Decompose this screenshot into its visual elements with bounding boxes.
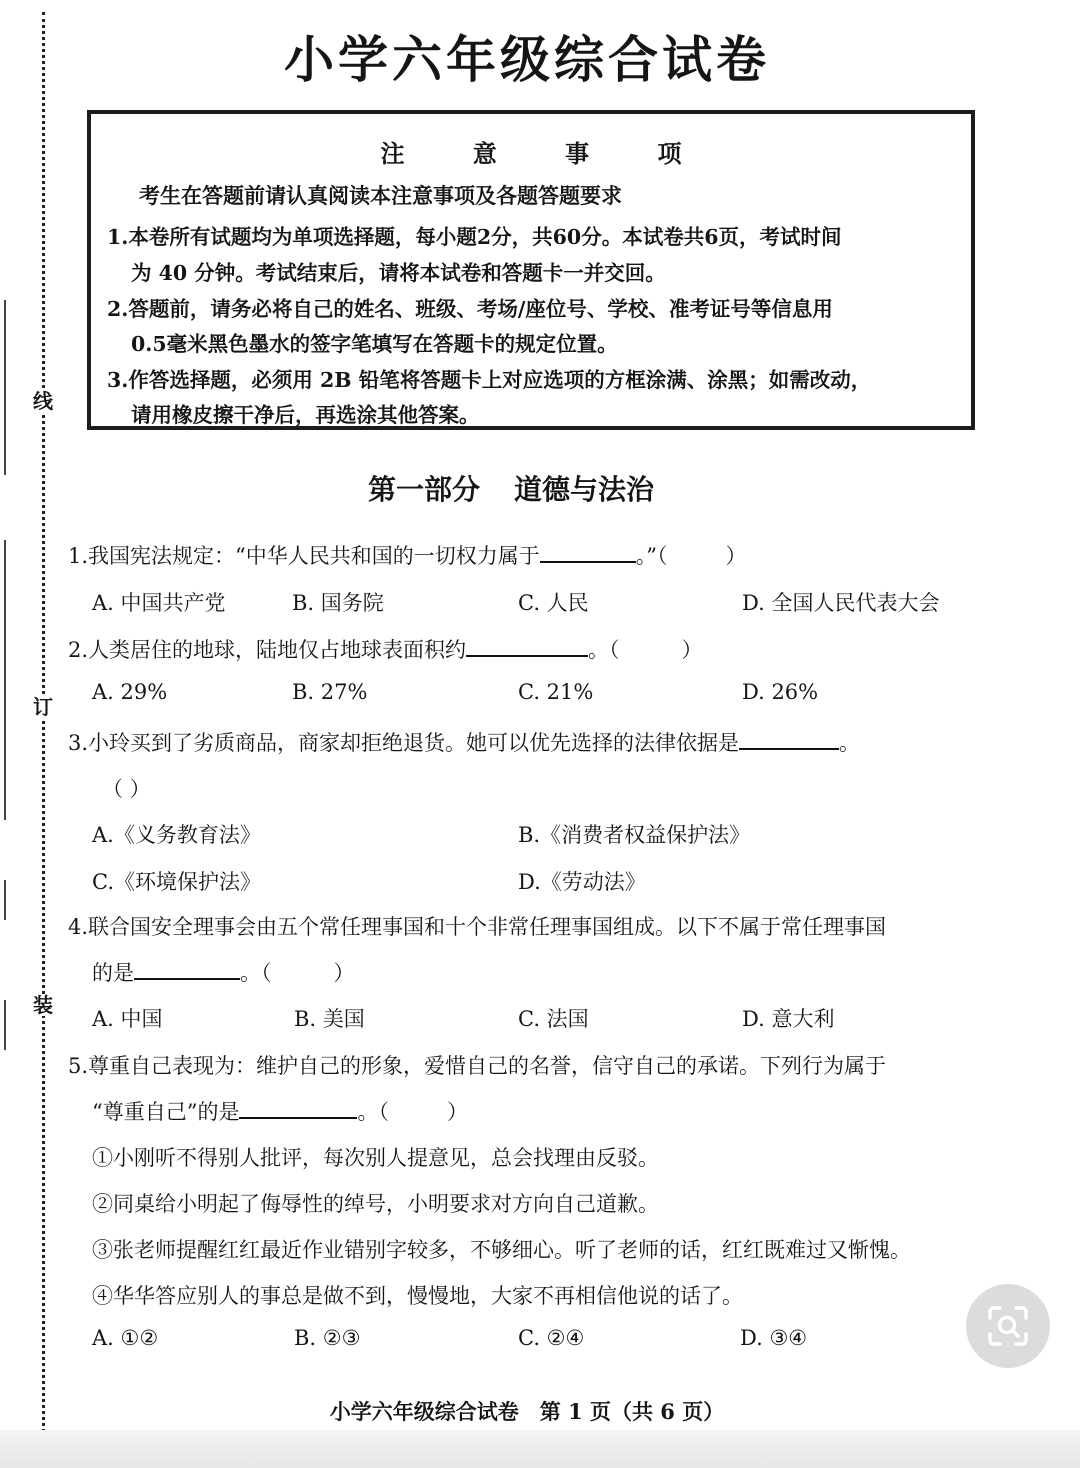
question-4-stem-end: 。（ bbox=[240, 961, 272, 985]
q5-statement-1: ①小刚听不得别人批评，每次别人提意见，总会找理由反驳。 bbox=[92, 1146, 659, 1170]
answer-blank bbox=[239, 1097, 357, 1119]
q5-option-b: B. ②③ bbox=[294, 1326, 361, 1350]
edge-rule bbox=[4, 880, 6, 920]
edge-rule bbox=[4, 540, 6, 820]
q5-option-d: D. ③④ bbox=[740, 1326, 808, 1350]
notice-item-3: 3.作答选择题，必须用 2B 铅笔将答题卡上对应选项的方框涂满、涂黑；如需改动， bbox=[107, 368, 872, 392]
question-3-stem: 3.小玲买到了劣质商品，商家却拒绝退货。她可以优先选择的法律依据是 bbox=[68, 731, 740, 755]
notice-item-2-cont: 0.5毫米黑色墨水的签字笔填写在答题卡的规定位置。 bbox=[131, 332, 618, 356]
q1-option-a: A. 中国共产党 bbox=[92, 591, 226, 615]
question-3-paren: （ ） bbox=[102, 777, 151, 801]
part-label: 第一部分 bbox=[368, 473, 481, 506]
binding-mark-bind: 装 bbox=[33, 993, 53, 1017]
q2-option-d: D. 26% bbox=[742, 680, 819, 704]
q4-option-c: C. 法国 bbox=[518, 1007, 589, 1031]
notice-item-1: 1.本卷所有试题均为单项选择题，每小题2分，共60分。本试卷共6页，考试时间 bbox=[107, 225, 842, 249]
paren-close: ） bbox=[725, 544, 747, 568]
notice-title: 注 意 事 项 bbox=[380, 139, 712, 168]
scan-search-icon bbox=[986, 1304, 1030, 1348]
question-4-cont bbox=[92, 957, 355, 987]
binding-dotted-line bbox=[42, 12, 45, 1432]
q2-option-c: C. 21% bbox=[518, 680, 594, 704]
notice-item-2: 2.答题前，请务必将自己的姓名、班级、考场/座位号、学校、准考证号等信息用 bbox=[107, 297, 833, 321]
page-title: 小学六年级综合试卷 bbox=[284, 31, 770, 89]
answer-blank bbox=[134, 958, 240, 980]
question-1 bbox=[68, 540, 747, 570]
q5-statement-3: ③张老师提醒红红最近作业错别字较多，不够细心。听了老师的话，红红既难过又惭愧。 bbox=[92, 1238, 911, 1262]
question-4: 4.联合国安全理事会由五个常任理事国和十个非常任理事国组成。以下不属于常任理事国 bbox=[68, 915, 887, 939]
question-5-stem-end: 。（ bbox=[357, 1100, 389, 1124]
edge-rule bbox=[4, 300, 6, 475]
question-2-stem-end: 。（ bbox=[588, 638, 620, 662]
notice-item-1-cont: 为 40 分钟。考试结束后，请将本试卷和答题卡一并交回。 bbox=[131, 261, 666, 285]
question-2 bbox=[68, 634, 703, 664]
binding-margin bbox=[30, 12, 52, 1432]
q3-option-d: D.《劳动法》 bbox=[518, 870, 646, 894]
bottom-bar bbox=[0, 1430, 1080, 1468]
q4-option-b: B. 美国 bbox=[294, 1007, 365, 1031]
q4-option-a: A. 中国 bbox=[92, 1007, 163, 1031]
q3-option-a: A.《义务教育法》 bbox=[92, 823, 261, 847]
question-1-stem: 1.我国宪法规定：“中华人民共和国的一切权力属于 bbox=[68, 544, 540, 568]
part-heading bbox=[368, 468, 654, 508]
q4-option-d: D. 意大利 bbox=[742, 1007, 835, 1031]
question-1-stem-end: 。”（ bbox=[635, 544, 668, 568]
question-2-stem: 2.人类居住的地球，陆地仅占地球表面积约 bbox=[68, 638, 467, 662]
notice-item-3-cont: 请用橡皮擦干净后，再选涂其他答案。 bbox=[131, 403, 480, 427]
answer-blank bbox=[466, 635, 588, 657]
question-3-stem-end: 。 bbox=[839, 731, 861, 755]
answer-blank bbox=[540, 541, 636, 563]
notice-intro: 考生在答题前请认真阅读本注意事项及各题答题要求 bbox=[139, 183, 622, 208]
question-5-stem-b: “尊重自己”的是 bbox=[92, 1100, 240, 1124]
edge-rule bbox=[4, 1000, 6, 1050]
part-subject: 道德与法治 bbox=[514, 473, 655, 506]
q3-option-b: B.《消费者权益保护法》 bbox=[518, 823, 751, 847]
question-5-cont bbox=[92, 1096, 468, 1126]
notice-box bbox=[87, 110, 975, 430]
binding-mark-order: 订 bbox=[33, 695, 53, 719]
q3-option-c: C.《环境保护法》 bbox=[92, 870, 261, 894]
q5-option-a: A. ①② bbox=[92, 1326, 159, 1350]
page-footer: 小学六年级综合试卷 第 1 页（共 6 页） bbox=[329, 1399, 725, 1424]
q1-option-b: B. 国务院 bbox=[292, 591, 384, 615]
image-search-button[interactable] bbox=[966, 1284, 1050, 1368]
q2-option-a: A. 29% bbox=[92, 680, 168, 704]
question-5: 5.尊重自己表现为：维护自己的形象，爱惜自己的名誉，信守自己的承诺。下列行为属于 bbox=[68, 1054, 887, 1078]
q5-option-c: C. ②④ bbox=[518, 1326, 585, 1350]
binding-mark-line: 线 bbox=[33, 389, 53, 413]
q1-option-c: C. 人民 bbox=[518, 591, 589, 615]
question-4-stem-b: 的是 bbox=[92, 961, 134, 985]
q5-statement-4: ④华华答应别人的事总是做不到，慢慢地，大家不再相信他说的话了。 bbox=[92, 1284, 743, 1308]
q1-option-d: D. 全国人民代表大会 bbox=[742, 591, 940, 615]
q5-statement-2: ②同桌给小明起了侮辱性的绰号，小明要求对方向自己道歉。 bbox=[92, 1192, 659, 1216]
paren-close: ） bbox=[446, 1100, 468, 1124]
question-3 bbox=[68, 727, 860, 757]
paren-close: ） bbox=[681, 638, 703, 662]
paren-close: ） bbox=[333, 961, 355, 985]
q2-option-b: B. 27% bbox=[292, 680, 368, 704]
answer-blank bbox=[739, 728, 839, 750]
